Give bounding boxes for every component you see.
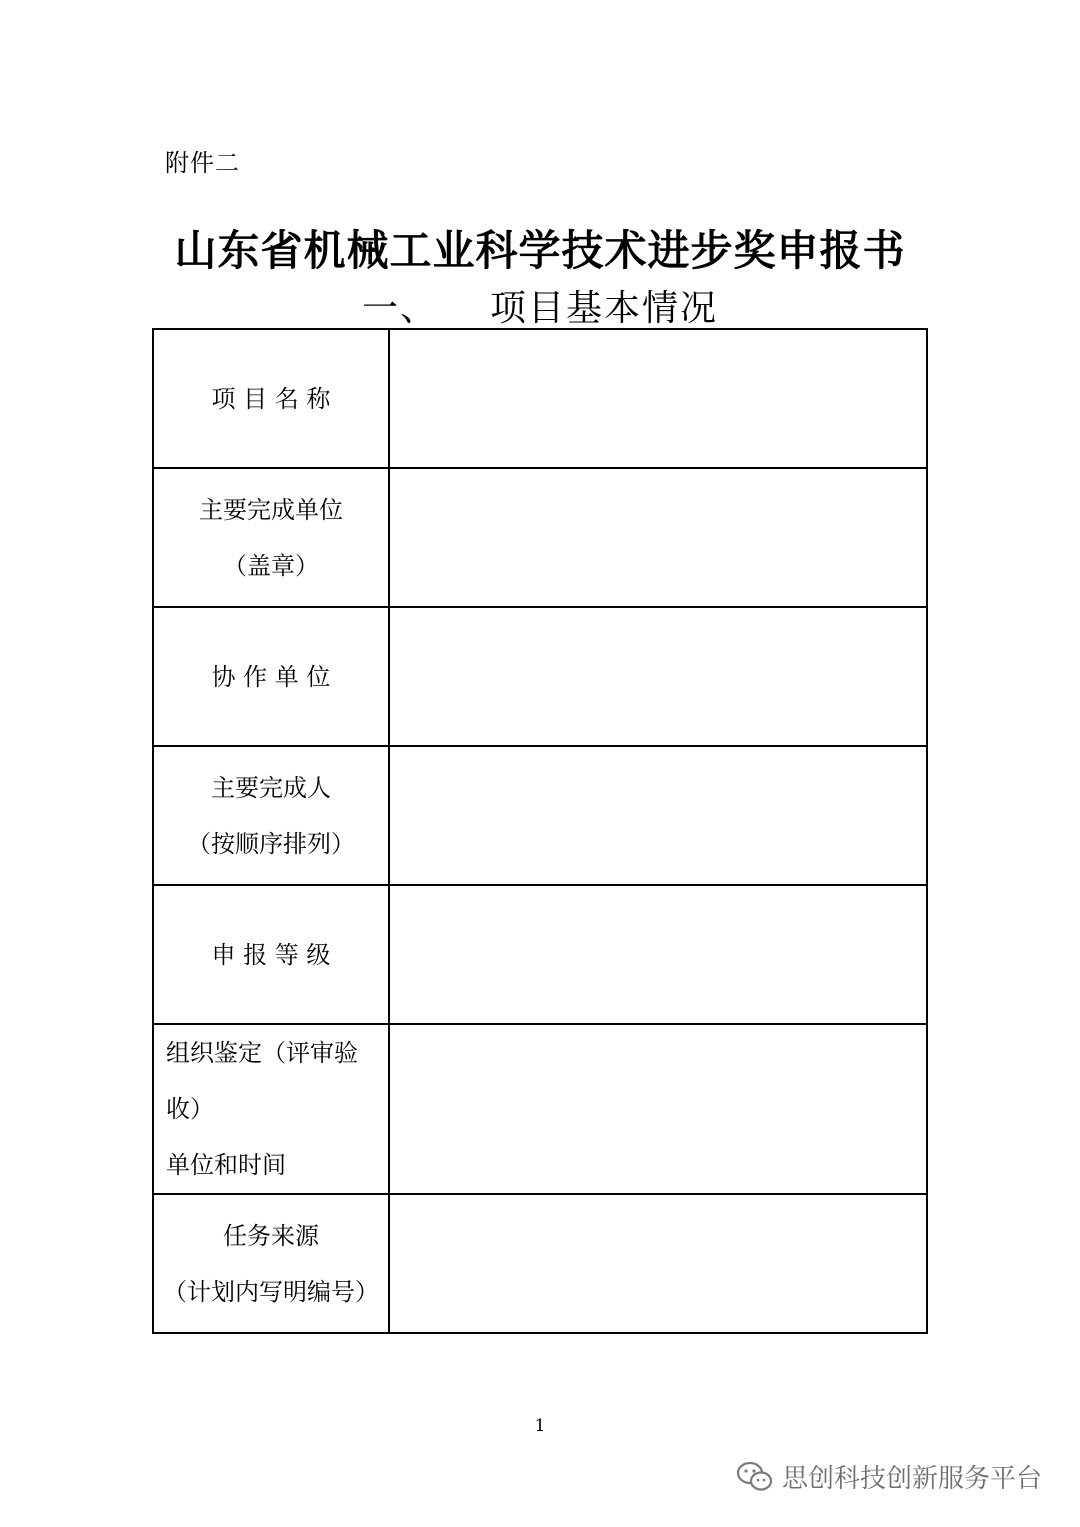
value-award-level[interactable] (389, 885, 927, 1024)
value-main-unit[interactable] (389, 468, 927, 607)
section-number: 一、 (361, 288, 438, 329)
label-award-level (153, 885, 389, 1024)
page-number: 1 (534, 1416, 546, 1436)
table-row (153, 885, 927, 1024)
label-line: 项 目 名 称 (211, 384, 331, 413)
label-appraisal-unit (153, 1024, 389, 1194)
label-line-sub: （盖章） (223, 551, 319, 580)
project-info-table (152, 328, 928, 1334)
table-row (153, 746, 927, 885)
value-main-contributors[interactable] (389, 746, 927, 885)
section-heading (0, 280, 1080, 331)
label-cooperating-unit (153, 607, 389, 746)
table-row (153, 1194, 927, 1333)
value-project-name[interactable] (389, 329, 927, 468)
value-appraisal-unit[interactable] (389, 1024, 927, 1194)
watermark (736, 1458, 1042, 1495)
wechat-icon (736, 1461, 774, 1493)
label-main-unit (153, 468, 389, 607)
label-line: 主要完成单位 (199, 495, 343, 524)
value-cooperating-unit[interactable] (389, 607, 927, 746)
value-task-source[interactable] (389, 1194, 927, 1333)
label-line: 主要完成人 (211, 773, 331, 802)
table-row (153, 329, 927, 468)
watermark-text: 思创科技创新服务平台 (781, 1464, 1042, 1494)
label-line-sub: （按顺序排列） (187, 829, 355, 858)
document-title: 山东省机械工业科学技术进步奖申报书 (174, 226, 906, 275)
label-project-name (153, 329, 389, 468)
label-main-contributors (153, 746, 389, 885)
label-line: 任务来源 (223, 1221, 319, 1250)
table-row (153, 468, 927, 607)
label-line: 协 作 单 位 (211, 662, 331, 691)
table-row (153, 607, 927, 746)
label-line-sub: 单位和时间 (166, 1151, 286, 1179)
attachment-label: 附件二 (165, 149, 240, 177)
table-row (153, 1024, 927, 1194)
label-line: 组织鉴定（评审验收） (166, 1039, 358, 1123)
label-line: 申 报 等 级 (211, 940, 331, 969)
label-line-sub: （计划内写明编号） (163, 1277, 379, 1306)
label-task-source (153, 1194, 389, 1333)
section-heading-text: 项目基本情况 (490, 288, 719, 329)
